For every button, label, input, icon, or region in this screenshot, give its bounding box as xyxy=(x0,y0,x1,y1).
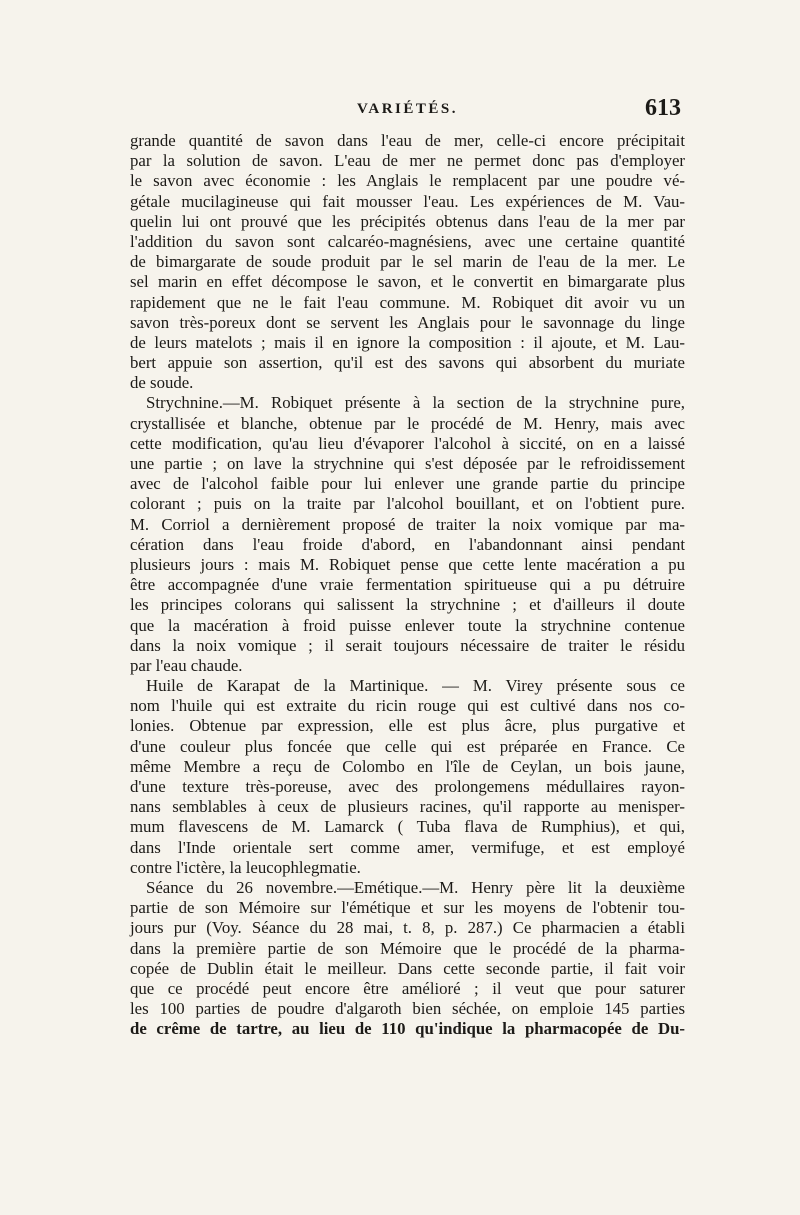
text-line: nans semblables à ceux de plusieurs racines, qu'il rapporte au menisper- xyxy=(130,797,685,817)
text-line: cette modification, qu'au lieu d'évaporer l'alcohol à siccité, on en a laissé xyxy=(130,433,685,453)
paragraph-karapat-start: Huile de Karapat de la Martinique. — M. Virey présente sous ce xyxy=(146,676,685,696)
text-line: même Membre a reçu de Colombo en l'île de Ceylan, un bois jaune, xyxy=(130,756,685,776)
text-line: lonies. Obtenue par expression, elle est plus âcre, plus purgative et xyxy=(130,716,685,736)
text-line: jours pur (Voy. Séance du 28 mai, t. 8, p. 287.) Ce pharmacien a établi xyxy=(130,918,685,938)
running-head: VARIÉTÉS. xyxy=(356,101,458,117)
text-line: savon très-poreux dont se servent les Anglais pour le savonnage du linge xyxy=(130,312,685,332)
text-line: bert appuie son assertion, qu'il est des savons qui absorbent du muriate xyxy=(130,353,685,373)
text-line: d'une texture très-poreuse, avec des prolongemens médullaires rayon- xyxy=(130,777,685,796)
paragraph-seance-start: Séance du 26 novembre.—Emétique.—M. Henry père lit la deuxième xyxy=(146,877,685,897)
text-line: de crême de tartre, au lieu de 110 qu'indique la pharmacopée de Du- xyxy=(130,1019,685,1039)
text-line: être accompagnée d'une vraie fermentation spiritueuse qui a pu détruire xyxy=(130,575,685,595)
text-line: les 100 parties de poudre d'algaroth bien séchée, on emploie 145 parties xyxy=(130,999,685,1019)
text-line: rapidement que ne le fait l'eau commune. M. Robiquet dit avoir vu un xyxy=(130,292,685,312)
text-line: une partie ; on lave la strychnine qui s'est déposée par le refroidissement xyxy=(130,454,685,473)
text-line: d'une couleur plus foncée que celle qui est préparée en France. Ce xyxy=(130,736,685,756)
page-header xyxy=(130,95,685,129)
text-line: dans la noix vomique ; il serait toujours nécessaire de traiter le résidu xyxy=(130,635,685,655)
text-line: M. Corriol a dernièrement proposé de traiter la noix vomique par ma- xyxy=(130,514,685,534)
text-line: colorant ; puis on la traite par l'alcohol bouillant, et on l'obtient pure. xyxy=(130,494,685,514)
text-line: que la macération à froid puisse enlever toute la strychnine contenue xyxy=(130,615,685,635)
text-line: par la solution de savon. L'eau de mer ne permet donc pas d'employer xyxy=(130,151,685,171)
text-line: dans la première partie de son Mémoire que le procédé de la pharma- xyxy=(130,938,685,958)
text-line: le savon avec économie : les Anglais le remplacent par une poudre vé- xyxy=(130,171,685,191)
text-line: de leurs matelots ; mais il en ignore la composition : il ajoute, et M. Lau- xyxy=(130,332,685,352)
text-line: l'addition du savon sont calcaréo-magnésiens, avec une certaine quantité xyxy=(130,231,685,251)
text-line: quelin lui ont prouvé que les précipités obtenus dans l'eau de la mer par xyxy=(130,211,685,231)
paragraph-strychnine-start: Strychnine.—M. Robiquet présente à la section de la strychnine pure, xyxy=(146,393,685,413)
text-line: crystallisée et blanche, obtenue par le procédé de M. Henry, mais avec xyxy=(130,413,685,433)
text-line: contre l'ictère, la leucophlegmatie. xyxy=(130,857,361,877)
text-line: les principes colorans qui salissent la strychnine ; et d'ailleurs il doute xyxy=(130,595,685,615)
text-line: de soude. xyxy=(130,373,194,393)
text-line: gétale mucilagineuse qui fait mousser l'eau. Les expériences de M. Vau- xyxy=(130,191,685,211)
text-line: nom l'huile qui est extraite du ricin rouge qui est cultivé dans nos co- xyxy=(130,696,685,716)
text-line: mum flavescens de M. Lamarck ( Tuba flava de Rumphius), et qui, xyxy=(130,817,685,837)
page-number: 613 xyxy=(645,95,681,121)
text-line: de bimargarate de soude produit par le sel marin de l'eau de la mer. Le xyxy=(130,252,685,272)
text-line: avec de l'alcohol faible pour lui enlever une grande partie du principe xyxy=(130,474,685,494)
text-line: grande quantité de savon dans l'eau de mer, celle-ci encore précipitait xyxy=(130,131,685,150)
text-line: par l'eau chaude. xyxy=(130,655,243,675)
text-line: dans l'Inde orientale sert comme amer, vermifuge, et est employé xyxy=(130,837,685,857)
text-line: plusieurs jours : mais M. Robiquet pense que cette lente macération a pu xyxy=(130,554,685,574)
text-line: sel marin en effet décompose le savon, et le convertit en bimargarate plus xyxy=(130,272,685,292)
text-line: cération dans l'eau froide d'abord, en l'abandonnant ainsi pendant xyxy=(130,534,685,554)
text-line: partie de son Mémoire sur l'émétique et sur les moyens de l'obtenir tou- xyxy=(130,898,685,918)
text-line: copée de Dublin était le meilleur. Dans cette seconde partie, il fait voir xyxy=(130,958,685,978)
body-text xyxy=(130,131,685,1039)
text-line: que ce procédé peut encore être amélioré ; il veut que pour saturer xyxy=(130,978,685,998)
